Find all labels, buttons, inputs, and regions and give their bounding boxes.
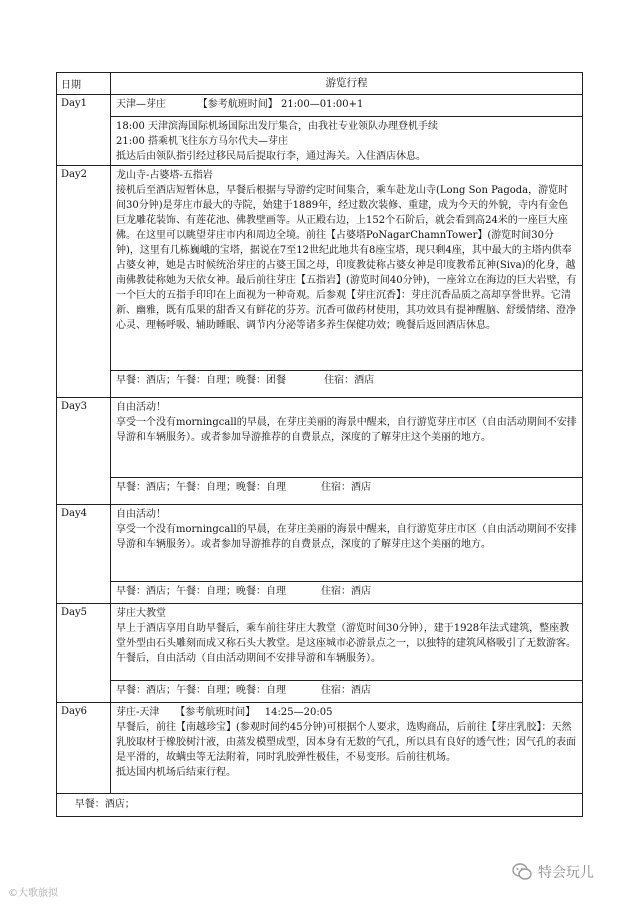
watermark-source: ©大歌旅拟 bbox=[8, 888, 58, 899]
day-row bbox=[57, 505, 582, 604]
day-title: 自由活动！ bbox=[116, 509, 166, 520]
header-day: 日期 bbox=[57, 73, 111, 94]
day-detail bbox=[111, 117, 582, 165]
meals-info: 早餐：酒店；午餐：自理；晚餐：自理 住宿：酒店 bbox=[116, 482, 371, 493]
detail-line: 享受一个没有morningcall的早晨，在芽庄美丽的海景中醒来，自行游览芽庄市区（自由活动期间不安排导游和车辆服务）。或者参加导游推荐的自费景点，深度的了解芽庄这个美丽的地方。 bbox=[116, 524, 577, 550]
meals-info: 早餐：酒店；午餐：自理；晚餐：自理 住宿：酒店 bbox=[116, 586, 371, 597]
meals-info: 早餐：酒店；午餐：自理；晚餐：自理 住宿：酒店 bbox=[116, 685, 371, 696]
detail-line: 接机后至酒店短暂休息，早餐后根据与导游约定时间集合，乘车赴龙山寺(Long Son Pagoda，游览时间30分钟)是芽庄市最大的寺院，始建于1889年，经过数次装修、重建，成为今天的外貌，寺内有金色巨龙雕花装饰、有莲花池、佛教壁画等。从正殿右边，上152个石阶后，就会看到高24米的一座巨大座佛。在这里可以眺望芽庄市内和周边全境。前往【占婆塔PoNagarChamnTower】(游览时间30分钟)，这里有几栋巍峨的宝塔，据说在7至12世纪此地共有8座宝塔，现只剩4座，其中最大的主塔内供奉占婆女神，她是古时候统治芽庄的占婆王国之母，印度教徒称占婆女神是印度教希瓦神(Siva)的化身，越南佛教徒称她为天依女神。最后前往芽庄【五指岩】(游览时间40分钟)，一座耸立在海边的巨大岩壁，有一个巨大的五指手印印在上面视为一种奇观。后参观【芽庄沉香】：芽庄沉香品质之高却享誉世界。它清新、幽雅，既有瓜果的甜香又有鲜花的芬芳。沉香可做药材使用，其功效具有提神醒脑、舒缓情绪、澄净心灵、理畅呼吸、辅助睡眠、调节内分泌等诸多养生保健功效；晚餐后返回酒店休息。 bbox=[116, 185, 577, 331]
table-header-row bbox=[57, 73, 582, 95]
day-label: Day6 bbox=[57, 703, 111, 793]
day-title: 龙山寺-占婆塔-五指岩 bbox=[116, 170, 213, 181]
day-row bbox=[57, 95, 582, 166]
detail-line: 早餐后，前往【南越珍宝】(参观时间约45分钟)可根据个人要求，选购商品，后前往【芽庄乳胶】：天然乳胶取材于橡胶树汁液，由蒸发模塑成型，因本身有无数的气孔，所以具有良好的透气性；因气孔的表面是平滑的，故螨虫等无法附着，同时乳胶弹性极佳，不易变形。后前往机场。 bbox=[116, 722, 576, 763]
watermark-account bbox=[512, 862, 594, 882]
day-detail bbox=[111, 398, 582, 478]
day-title: 芽庄大教堂 bbox=[116, 608, 166, 619]
day-label: Day1 bbox=[57, 95, 111, 165]
day-label: Day2 bbox=[57, 166, 111, 397]
detail-line: 享受一个没有morningcall的早晨，在芽庄美丽的海景中醒来，自行游览芽庄市区（自由活动期间不安排导游和车辆服务）。或者参加导游推荐的自费景点，深度的了解芽庄这个美丽的地方。 bbox=[116, 417, 577, 443]
detail-line: 21:00 搭乘机飞往东方马尔代夫—芽庄 bbox=[116, 136, 288, 147]
watermark-account-name: 特会玩儿 bbox=[538, 865, 594, 881]
day-detail bbox=[111, 166, 582, 371]
day-title: 自由活动！ bbox=[116, 402, 166, 413]
detail-line: 18:00 天津滨海国际机场国际出发厅集合，由我社专业领队办理登机手续 bbox=[116, 121, 438, 132]
day-detail bbox=[111, 505, 582, 582]
detail-line: 抵达国内机场后结束行程。 bbox=[116, 767, 236, 778]
day-row bbox=[57, 398, 582, 505]
day-title: 芽庄-天津 【参考航班时间】 14:25—20:05 bbox=[116, 707, 333, 718]
detail-line: 抵达后由领队指引经过移民局后提取行李，通过海关。入住酒店休息。 bbox=[116, 151, 426, 162]
day-row bbox=[57, 604, 582, 703]
day-row bbox=[57, 166, 582, 398]
itinerary-table bbox=[56, 72, 583, 817]
day-title: 天津—芽庄 【参考航班时间】 21:00—01:00+1 bbox=[116, 99, 364, 110]
day-label: Day5 bbox=[57, 604, 111, 702]
day-label: Day4 bbox=[57, 505, 111, 603]
day-detail bbox=[111, 604, 582, 681]
wechat-icon bbox=[512, 863, 532, 881]
meals-info: 早餐：酒店； bbox=[62, 799, 135, 810]
day-row bbox=[57, 703, 582, 794]
detail-line: 早上于酒店享用自助早餐后，乘车前往芽庄大教堂（游览时间30分钟），建于1928年法式建筑，整座教堂外型由石头雕刻而成又称石头大教堂。是这座城市必游景点之一，以独特的建筑风格吸引了无数游客。午餐后，自由活动（自由活动期间不安排导游和车辆服务）。 bbox=[116, 623, 576, 664]
table-footer-row bbox=[57, 794, 582, 816]
meals-info: 早餐：酒店；午餐：自理；晚餐：团餐 住宿：酒店 bbox=[116, 375, 375, 386]
header-itinerary: 游览行程 bbox=[325, 77, 368, 89]
day-label: Day3 bbox=[57, 398, 111, 504]
day-detail bbox=[111, 703, 582, 793]
